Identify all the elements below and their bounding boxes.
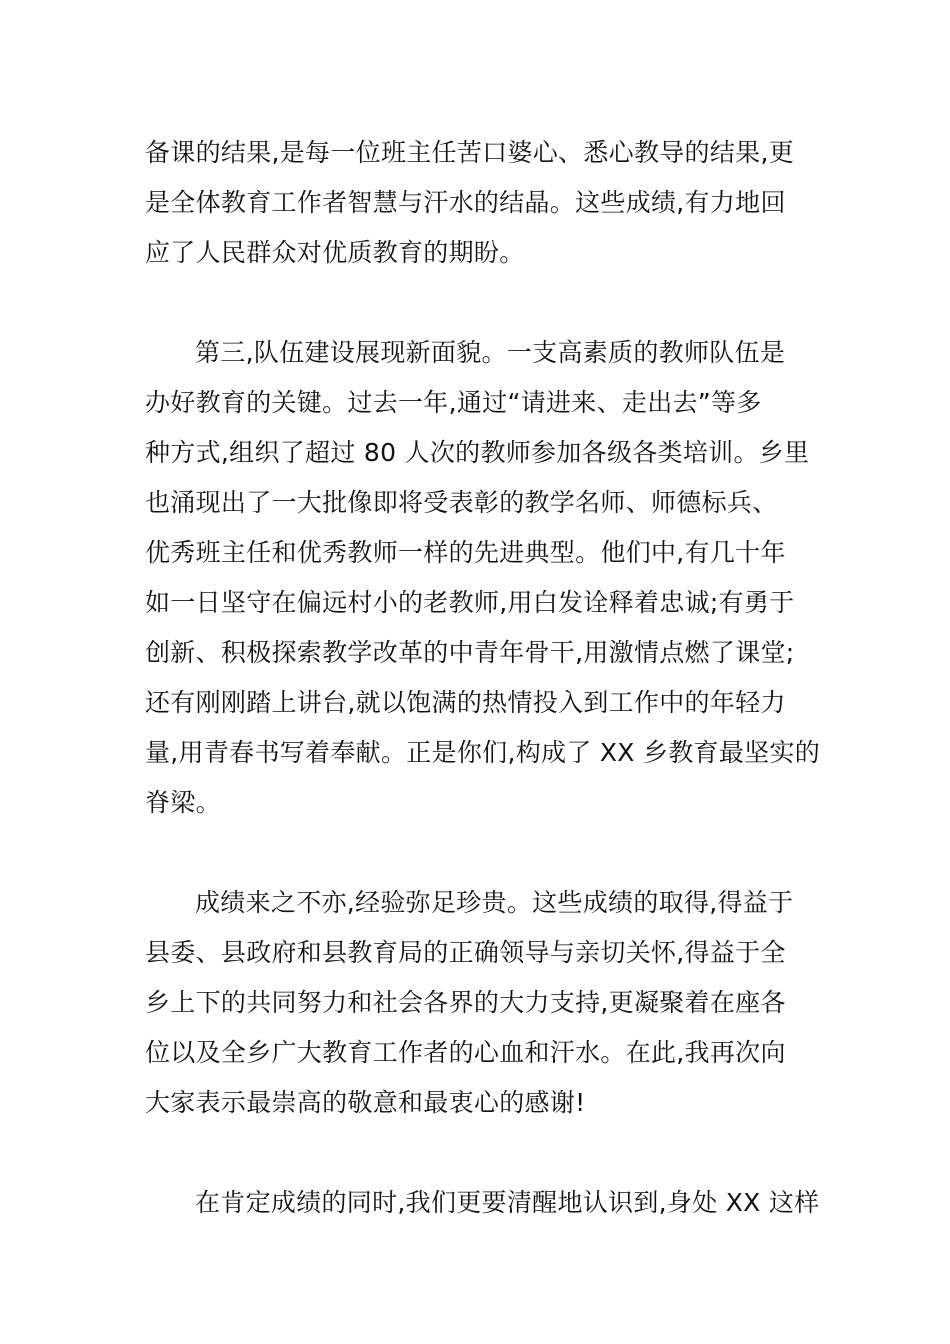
document-body [145, 128, 821, 1278]
text-line: 脊梁。 [145, 788, 221, 817]
paragraph-continuation [145, 128, 810, 278]
text-line: 办好教育的关键。过去一年,通过“请进来、走出去”等多 [145, 388, 762, 417]
text-line: 位以及全乡广大教育工作者的心血和汗水。在此,我再次向 [145, 1038, 786, 1067]
text-line: 如一日坚守在偏远村小的老教师,用白发诠释着忠诚;有勇于 [145, 588, 795, 617]
text-line: 大家表示最崇高的敬意和最衷心的感谢! [145, 1088, 586, 1117]
text-line: 第三,队伍建设展现新面貌。一支高素质的教师队伍是 [195, 338, 786, 367]
text-line: 种方式,组织了超过 80 人次的教师参加各级各类培训。乡里 [145, 438, 810, 467]
text-line: 备课的结果,是每一位班主任苦口婆心、悉心教导的结果,更 [145, 138, 794, 167]
text-line: 应了人民群众对优质教育的期盼。 [145, 238, 525, 267]
paragraph-achievements [145, 878, 810, 1128]
text-line: 量,用青春书写着奉献。正是你们,构成了 XX 乡教育最坚实的 [145, 738, 821, 767]
text-line: 乡上下的共同努力和社会各界的大力支持,更凝聚着在座各 [145, 988, 786, 1017]
paragraph-awareness [145, 1178, 820, 1228]
text-line: 在肯定成绩的同时,我们更要清醒地认识到,身处 XX 这样 [195, 1188, 820, 1217]
text-line: 创新、积极探索教学改革的中青年骨干,用激情点燃了课堂; [145, 638, 795, 667]
paragraph-team-building [145, 328, 821, 828]
text-line: 优秀班主任和优秀教师一样的先进典型。他们中,有几十年 [145, 538, 786, 567]
text-line: 县委、县政府和县教育局的正确领导与亲切关怀,得益于全 [145, 938, 786, 967]
text-line: 也涌现出了一大批像即将受表彰的教学名师、师德标兵、 [145, 488, 778, 517]
text-line: 成绩来之不亦,经验弥足珍贵。这些成绩的取得,得益于 [195, 888, 794, 917]
text-line: 还有刚刚踏上讲台,就以饱满的热情投入到工作中的年轻力 [145, 688, 786, 717]
text-line: 是全体教育工作者智慧与汗水的结晶。这些成绩,有力地回 [145, 188, 786, 217]
